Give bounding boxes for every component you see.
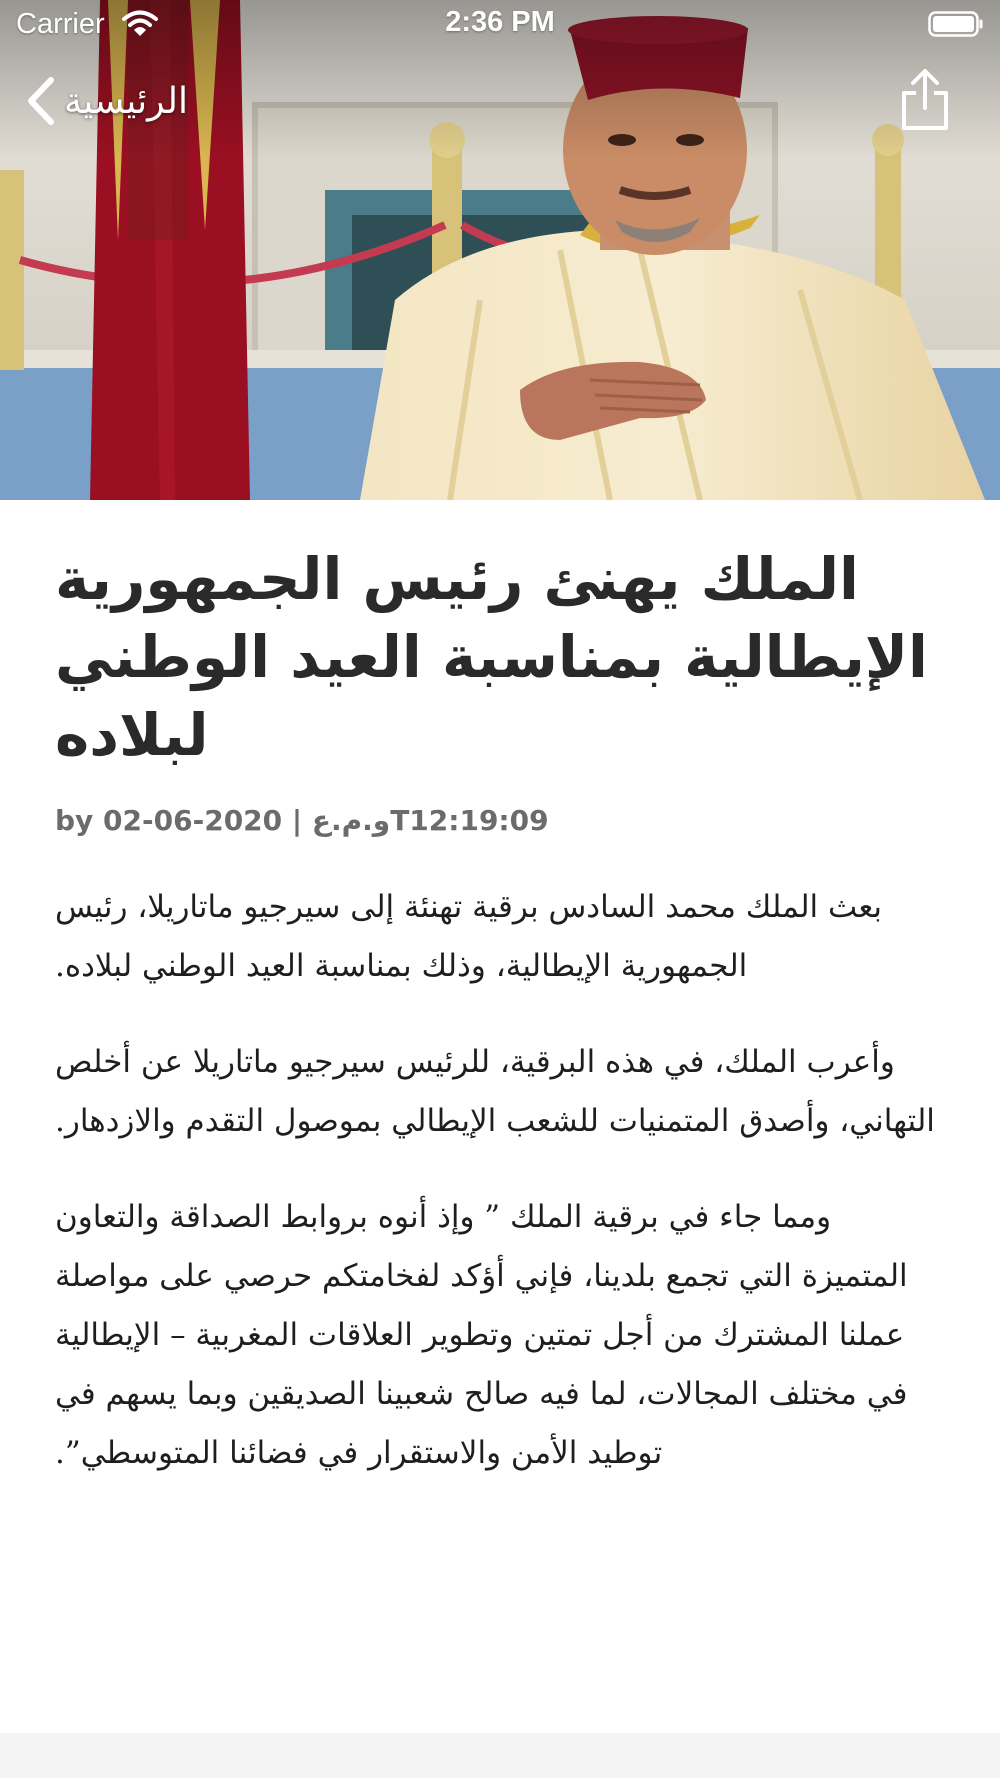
status-time: 2:36 PM — [445, 6, 555, 38]
chevron-left-icon — [26, 76, 56, 126]
share-button[interactable] — [900, 68, 950, 132]
article-body — [55, 878, 945, 1520]
article-title: الملك يهنئ رئيس الجمهورية الإيطالية بمناسبة العيد الوطني لبلاده — [55, 545, 928, 769]
battery-icon — [928, 11, 984, 37]
article-meta: by 02-06-2020 | و.م.عT12:19:09 — [55, 804, 549, 837]
article-paragraph: وأعرب الملك، في هذه البرقية، للرئيس سيرجيو ماتاريلا عن أخلص التهاني، وأصدق المتمنيات للشعب الإيطالي بموصول التقدم والازدهار. — [55, 1044, 935, 1139]
status-bar — [0, 0, 1000, 50]
back-button-label: الرئيسية — [64, 80, 188, 122]
back-button[interactable] — [26, 70, 188, 132]
article-paragraph: بعث الملك محمد السادس برقية تهنئة إلى سيرجيو ماتاريلا، رئيس الجمهورية الإيطالية، وذلك بمناسبة العيد الوطني لبلاده. — [55, 889, 883, 984]
article-paragraph: ومما جاء في برقية الملك ” وإذ أنوه بروابط الصداقة والتعاون المتميزة التي تجمع بلدينا، فإني أؤكد لفخامتكم حرصي على مواصلة عملنا المشترك من أجل تمتين وتطوير العلاقات المغربية – الإيطالية في مختلف المجالات، لما فيه صالح شعبينا الصديقين وبما يسهم في توطيد الأمن والاستقرار في فضائنا المتوسطي”. — [55, 1199, 908, 1471]
carrier-label: Carrier — [16, 8, 105, 40]
share-icon — [900, 68, 950, 132]
bottom-bar — [0, 1733, 1000, 1778]
